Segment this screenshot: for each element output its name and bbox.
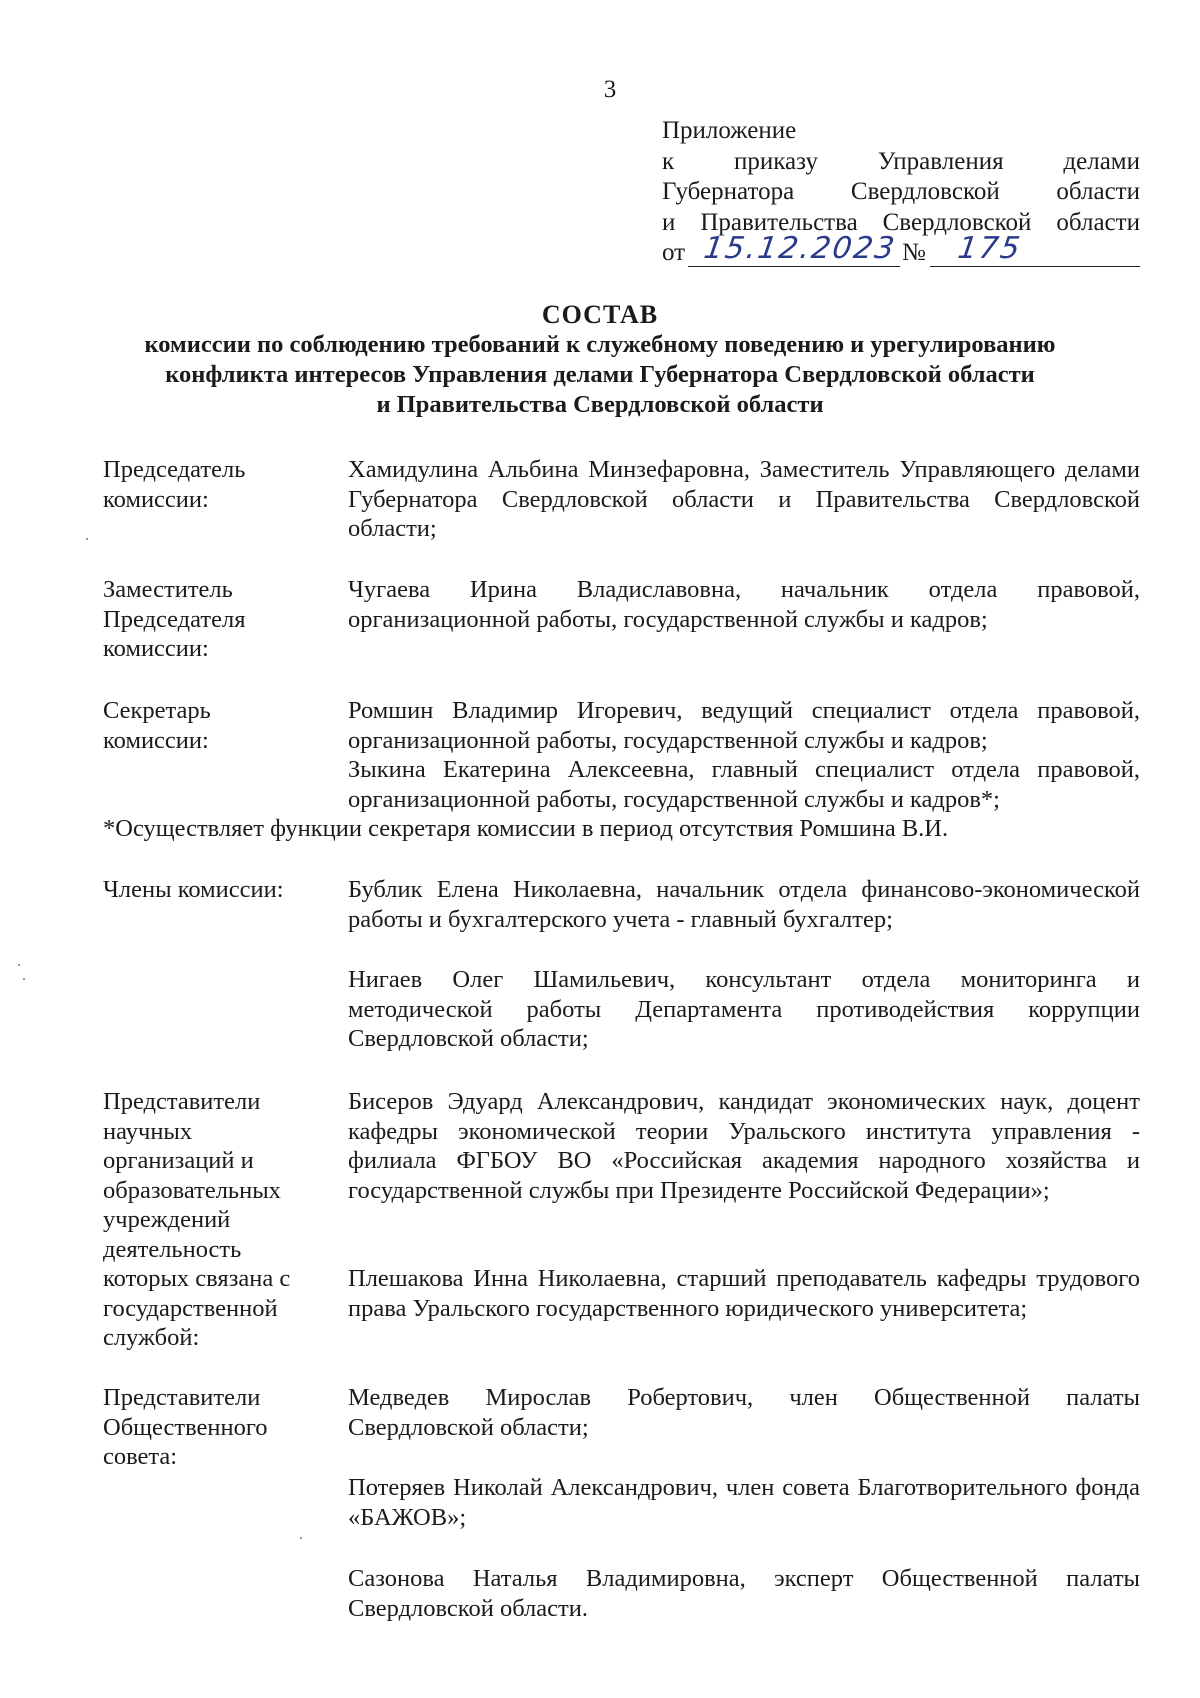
number-underline [930, 266, 1140, 267]
science-rep-text-1: Бисеров Эдуард Александрович, кандидат экономических наук, доцент кафедры экономической теории Уральского института управления - филиала ФГБОУ ВО «Российская академия народного хозяйства и государственной службы при Президенте Российской Федерации»; [348, 1088, 1140, 1204]
appendix-title: Приложение [662, 117, 797, 144]
member-text-1: Бублик Елена Николаевна, начальник отдела финансово-экономической работы и бухгалтерского учета - главный бухгалтер; [348, 876, 1140, 933]
secretary-label: Секретарь комиссии: [103, 697, 211, 754]
page-number: 3 [603, 76, 617, 103]
member-text-2: Нигаев Олег Шамильевич, консультант отдела мониторинга и методической работы Департамента противодействия коррупции Свердловской области; [348, 966, 1140, 1052]
subtitle-line-1: комиссии по соблюдению требований к служебному поведению и урегулированию [144, 331, 1056, 358]
subtitle-line-3: и Правительства Свердловской области [376, 391, 824, 418]
subtitle-line-2: конфликта интересов Управления делами Губернатора Свердловской области [165, 361, 1035, 388]
chair-text: Хамидулина Альбина Минзефаровна, Заместитель Управляющего делами Губернатора Свердловской области и Правительства Свердловской области; [348, 456, 1140, 542]
chair-label: Председатель комиссии: [103, 456, 246, 513]
public-reps-label: Представители Общественного совета: [103, 1384, 268, 1470]
science-rep-text-2: Плешакова Инна Николаевна, старший преподаватель кафедры трудового права Уральского государственного юридического университета; [348, 1265, 1140, 1322]
handwritten-number: 175 [955, 231, 1024, 266]
appendix-line-2: Губернатора Свердловской области [662, 178, 1140, 205]
appendix-block [662, 116, 1140, 270]
scan-speck [300, 1537, 302, 1539]
deputy-label: Заместитель Председателя комиссии: [103, 576, 246, 662]
appendix-line-1: к приказу Управления делами [662, 147, 1140, 175]
science-reps-label: Представители научных организаций и образовательных учреждений деятельность которых связана с государственной службой: [103, 1088, 291, 1351]
scan-speck [18, 964, 20, 966]
deputy-text: Чугаева Ирина Владиславовна, начальник отдела правовой, организационной работы, государственной службы и кадров; [348, 576, 1140, 633]
handwritten-date: 15.12.2023 [701, 231, 899, 266]
secretary-text-1: Ромшин Владимир Игоревич, ведущий специалист отдела правовой, организационной работы, государственной службы и кадров; [348, 697, 1140, 754]
public-rep-text-3: Сазонова Наталья Владимировна, эксперт Общественной палаты Свердловской области. [348, 1565, 1140, 1622]
secretary-footnote: *Осуществляет функции секретаря комиссии в период отсутствия Ромшина В.И. [103, 815, 949, 842]
order-date-number-row [662, 231, 1140, 270]
date-underline [688, 266, 900, 267]
public-rep-text-1: Медведев Мирослав Робертович, член Общественной палаты Свердловской области; [348, 1384, 1140, 1441]
secretary-text-2: Зыкина Екатерина Алексеевна, главный специалист отдела правовой, организационной работы, государственной службы и кадров*; [348, 756, 1140, 813]
document-subtitle [0, 330, 1200, 420]
date-prefix: от [662, 239, 686, 266]
number-prefix: № [902, 239, 926, 266]
document-title: СОСТАВ [541, 300, 659, 329]
members-label: Члены комиссии: [103, 876, 284, 903]
public-rep-text-2: Потеряев Николай Александрович, член совета Благотворительного фонда «БАЖОВ»; [348, 1474, 1140, 1531]
scan-speck [86, 538, 88, 540]
appendix-line-3: и Правительства Свердловской области [662, 208, 1140, 236]
scan-speck [23, 978, 25, 980]
